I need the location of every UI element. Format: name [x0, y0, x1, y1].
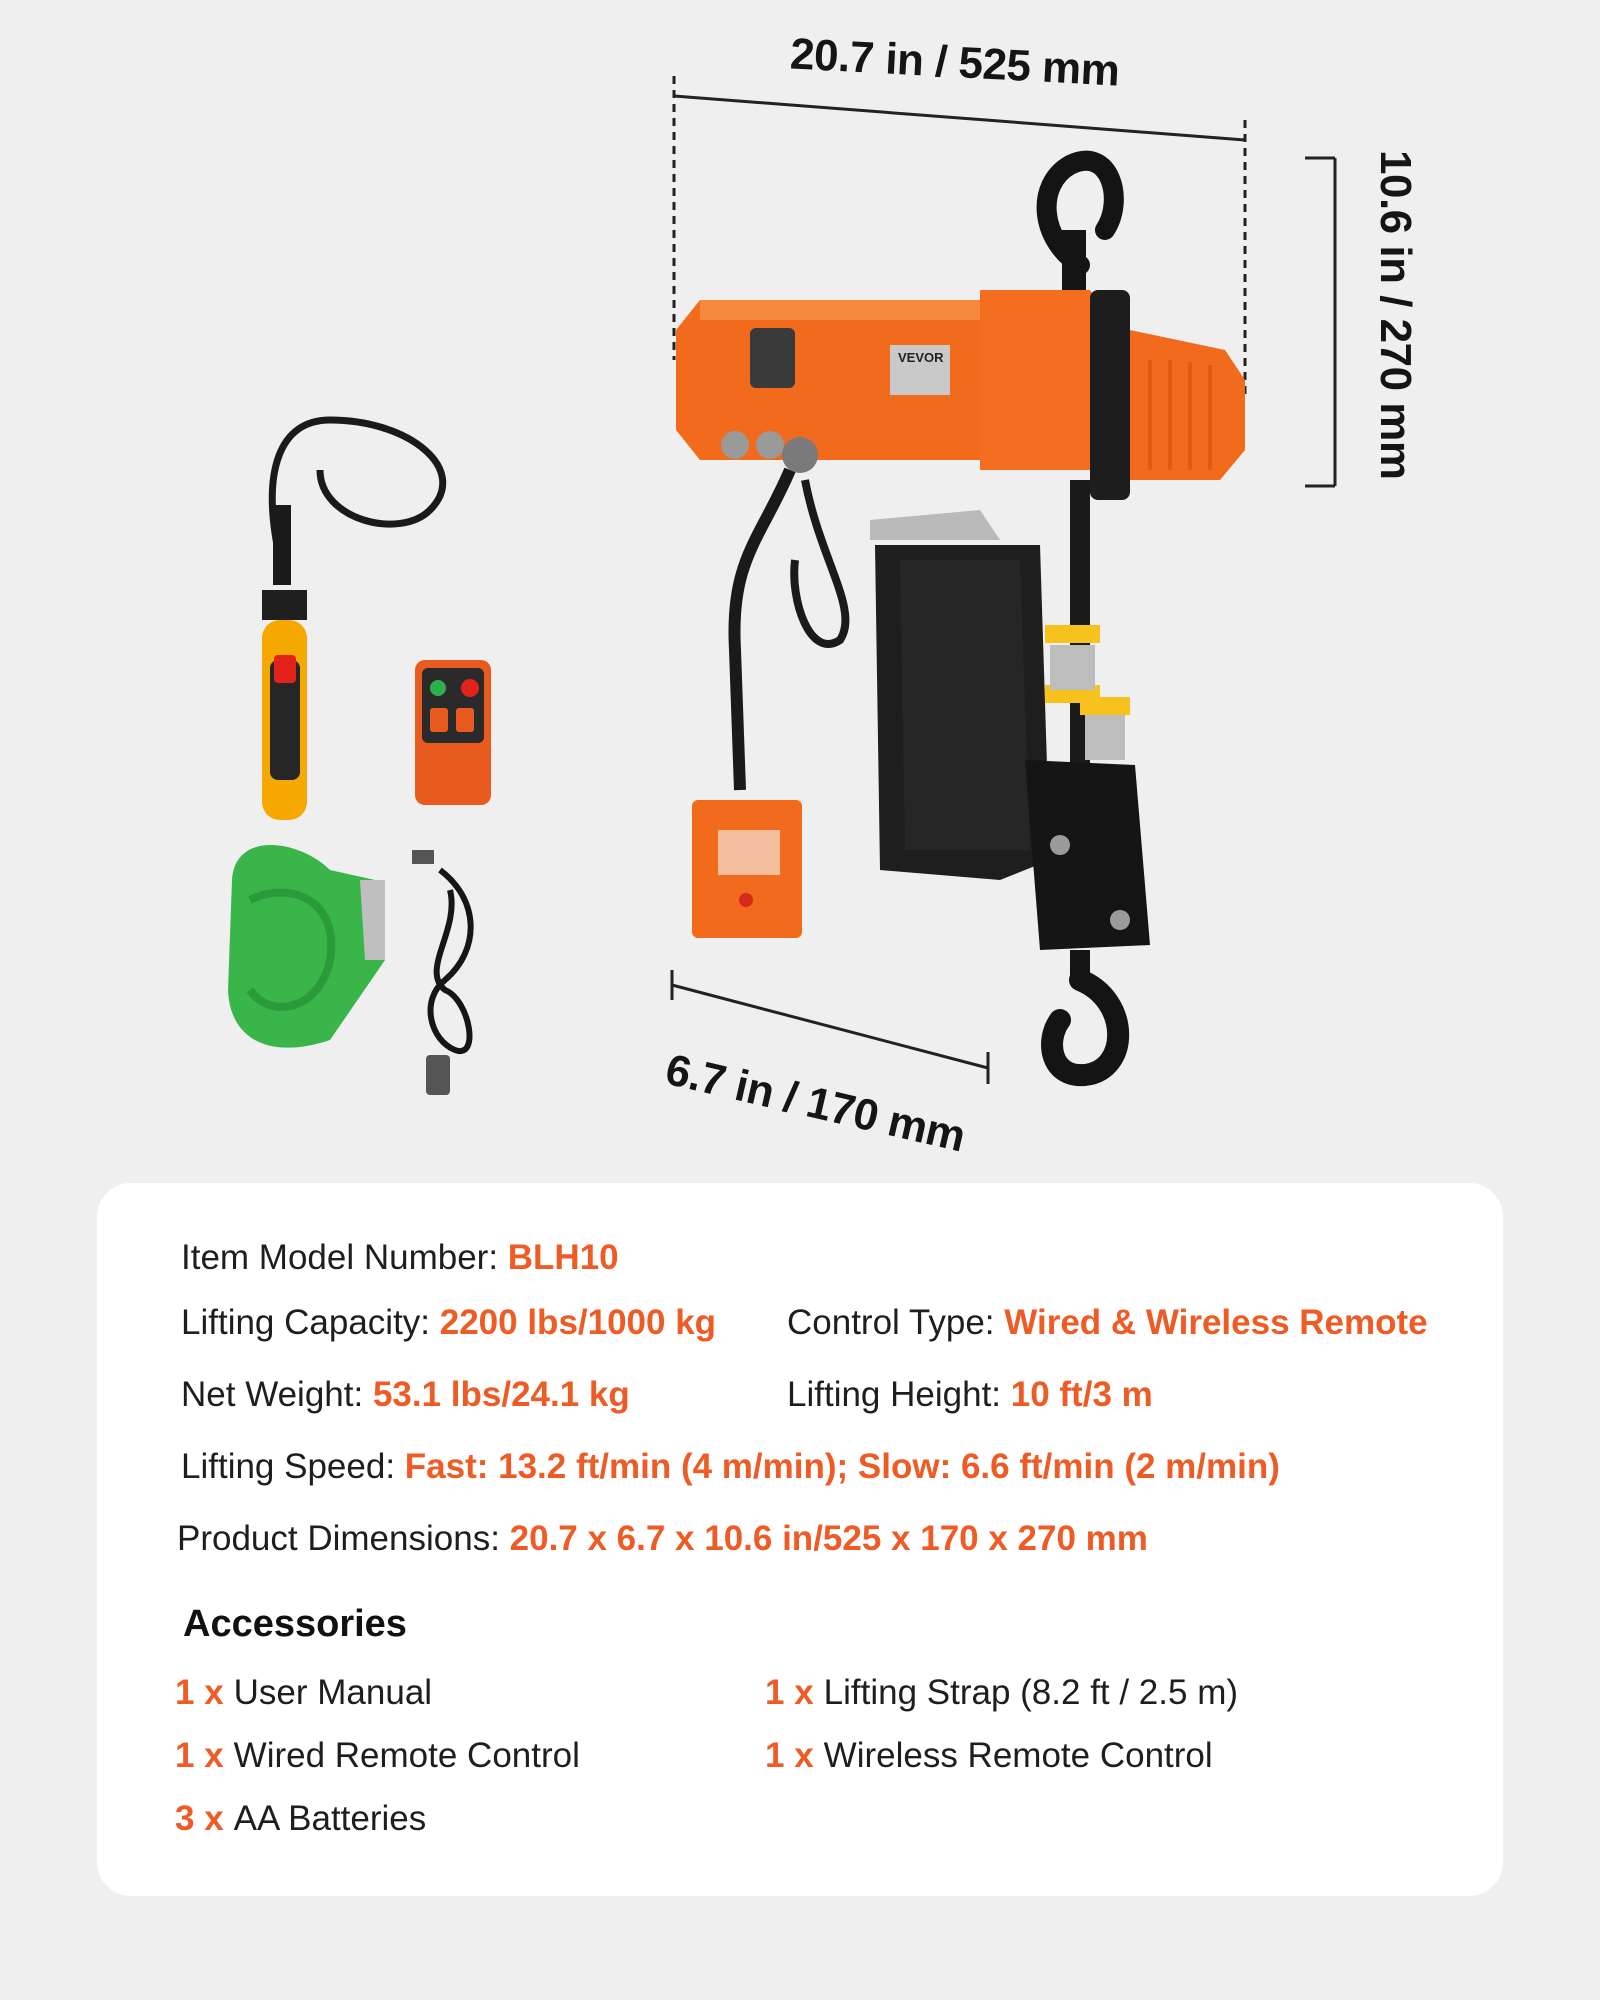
top-hook-icon — [1047, 161, 1114, 290]
accessory-item — [765, 1736, 1213, 1776]
bottom-hook-icon — [1052, 950, 1118, 1075]
spec-label: Net Weight: — [181, 1375, 373, 1414]
width-dimension-label: 20.7 in / 525 mm — [788, 29, 1121, 96]
hoist-body — [676, 290, 1245, 500]
spec-label: Product Dimensions: — [177, 1519, 510, 1558]
accessory-item — [175, 1736, 580, 1776]
spec-card — [97, 1183, 1503, 1896]
spec-value: 10 ft/3 m — [1010, 1375, 1153, 1414]
accessory-name: Wired Remote Control — [233, 1736, 580, 1775]
spec-height — [787, 1375, 1153, 1415]
spec-model — [181, 1238, 619, 1278]
spec-label: Lifting Speed: — [181, 1447, 405, 1486]
spec-value: Wired & Wireless Remote — [1004, 1303, 1428, 1342]
spec-weight — [181, 1375, 630, 1415]
spec-value: 53.1 lbs/24.1 kg — [372, 1375, 630, 1414]
accessory-name: Wireless Remote Control — [823, 1736, 1213, 1775]
wireless-remote-icon — [415, 660, 491, 805]
accessory-item — [175, 1673, 432, 1713]
accessory-qty: 1 x — [175, 1736, 224, 1775]
accessory-item — [765, 1673, 1238, 1713]
accessory-name: User Manual — [233, 1673, 433, 1712]
accessory-name: Lifting Strap (8.2 ft / 2.5 m) — [823, 1673, 1238, 1712]
spec-label: Control Type: — [787, 1303, 1005, 1342]
control-box — [692, 470, 845, 938]
lifting-strap-icon — [228, 845, 385, 1048]
accessory-qty: 1 x — [765, 1736, 814, 1775]
depth-dimension-label: 6.7 in / 170 mm — [660, 1045, 970, 1162]
accessory-name: AA Batteries — [233, 1799, 427, 1838]
accessory-qty: 3 x — [175, 1799, 224, 1838]
spec-value: 2200 lbs/1000 kg — [439, 1303, 717, 1342]
brand-plate: VEVOR — [898, 350, 944, 365]
spec-label: Item Model Number: — [181, 1238, 508, 1277]
chain-bag — [870, 510, 1050, 880]
spec-capacity — [181, 1303, 716, 1343]
spec-control — [787, 1303, 1428, 1343]
spec-value: Fast: 13.2 ft/min (4 m/min); Slow: 6.6 ft/min (2 m/min) — [404, 1447, 1280, 1486]
spec-speed — [181, 1447, 1280, 1487]
accessory-item — [175, 1799, 426, 1839]
power-cord-icon — [412, 850, 471, 1095]
spec-dimensions — [177, 1519, 1148, 1559]
height-dimension-label: 10.6 in / 270 mm — [1371, 150, 1420, 480]
spec-value: BLH10 — [507, 1238, 619, 1277]
accessory-qty: 1 x — [765, 1673, 814, 1712]
accessory-qty: 1 x — [175, 1673, 224, 1712]
spec-label: Lifting Capacity: — [181, 1303, 440, 1342]
accessories-title: Accessories — [183, 1603, 407, 1645]
spec-label: Lifting Height: — [787, 1375, 1011, 1414]
spec-value: 20.7 x 6.7 x 10.6 in/525 x 170 x 270 mm — [509, 1519, 1148, 1558]
